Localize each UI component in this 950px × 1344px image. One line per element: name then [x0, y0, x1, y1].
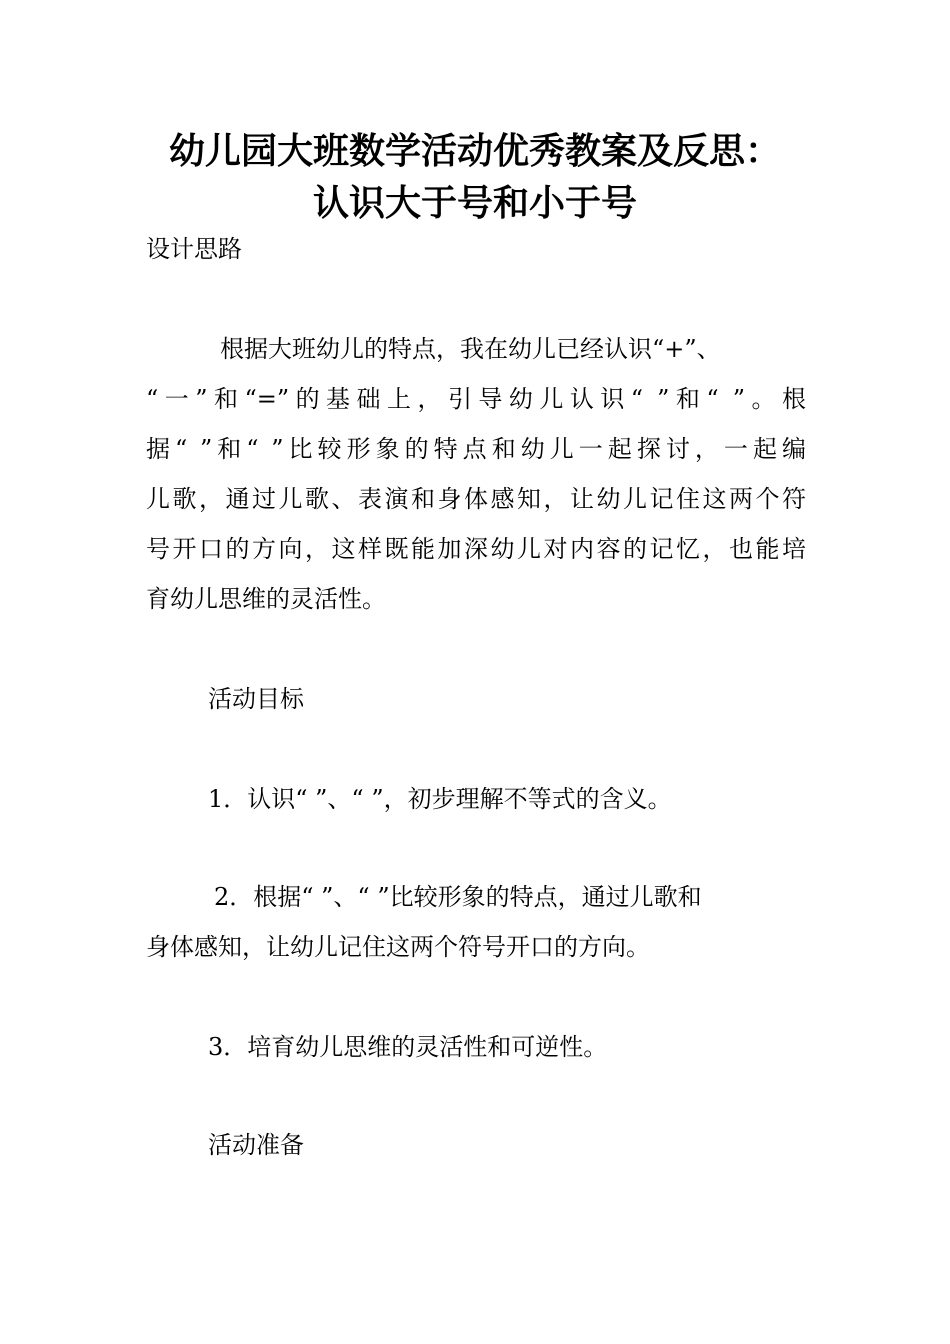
- section-heading-preparation: 活动准备: [208, 1131, 304, 1159]
- goal-item-2-line-2: 身体感知，让幼儿记住这两个符号开口的方向。: [146, 933, 650, 961]
- section-heading-design: 设计思路: [146, 235, 242, 263]
- section-heading-goals: 活动目标: [208, 685, 304, 713]
- design-paragraph-line-5: 号开口的方向，这样既能加深幼儿对内容的记忆，也能培: [146, 535, 806, 563]
- design-paragraph-line-4: 儿歌，通过儿歌、表演和身体感知，让幼儿记住这两个符: [146, 485, 806, 513]
- goal-item-3: 3．培育幼儿思维的灵活性和可逆性。: [208, 1033, 608, 1061]
- document-title-line-2: 认识大于号和小于号: [312, 183, 637, 224]
- design-paragraph-line-6: 育幼儿思维的灵活性。: [146, 585, 386, 613]
- goal-item-1: 1．认识“ ”、“ ”，初步理解不等式的含义。: [208, 785, 672, 813]
- design-paragraph-line-2: “一”和“=”的基础上，引导幼儿认识“ ”和“ ”。根: [146, 385, 806, 413]
- design-paragraph-line-1: 根据大班幼儿的特点，我在幼儿已经认识“+”、: [220, 335, 721, 363]
- document-title-line-1: 幼儿园大班数学活动优秀教案及反思：: [168, 131, 781, 172]
- design-paragraph-line-3: 据“ ”和“ ”比较形象的特点和幼儿一起探讨，一起编: [146, 435, 806, 463]
- goal-item-2-line-1: 2．根据“ ”、“ ”比较形象的特点，通过儿歌和: [214, 883, 702, 911]
